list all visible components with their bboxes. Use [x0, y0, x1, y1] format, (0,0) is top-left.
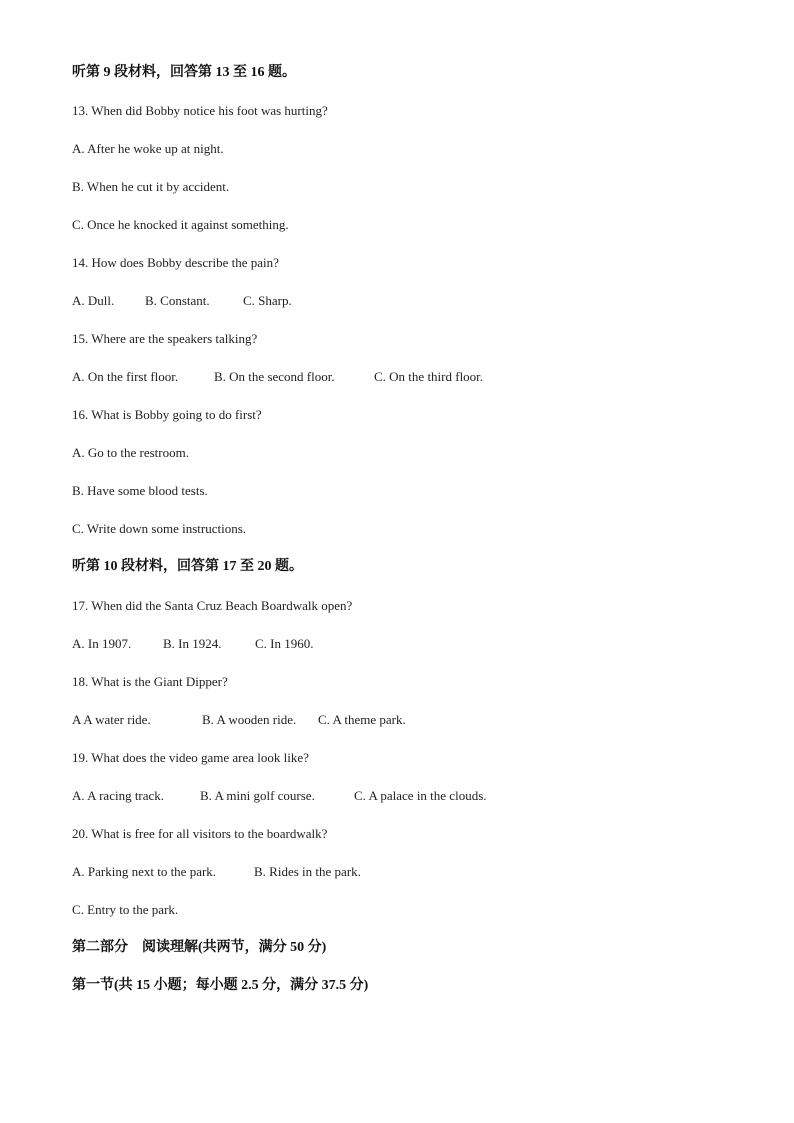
question-18: 18. What is the Giant Dipper?	[72, 674, 228, 689]
option-20c: C. Entry to the park.	[72, 902, 179, 917]
options-row-20	[72, 864, 361, 880]
option-17b: B. In 1924.	[163, 636, 222, 651]
option-17c: C. In 1960.	[255, 636, 314, 651]
option-19b: B. A mini golf course.	[200, 788, 315, 803]
option-20b: B. Rides in the park.	[254, 864, 361, 879]
option-14a: A. Dull.	[72, 293, 115, 308]
option-18b: B. A wooden ride.	[202, 712, 297, 727]
option-15a: A. On the first floor.	[72, 369, 179, 384]
section-heading-9: 听第 9 段材料，回答第 13 至 16 题。	[72, 65, 296, 80]
question-15: 15. Where are the speakers talking?	[72, 331, 258, 346]
option-16b: B. Have some blood tests.	[72, 483, 208, 498]
option-17a: A. In 1907.	[72, 636, 132, 651]
question-17: 17. When did the Santa Cruz Beach Boardwalk open?	[72, 598, 353, 613]
part-two-section-one-heading: 第一节(共 15 小题；每小题 2.5 分，满分 37.5 分)	[72, 978, 369, 993]
option-19a: A. A racing track.	[72, 788, 165, 803]
option-14b: B. Constant.	[145, 293, 210, 308]
option-18c: C. A theme park.	[318, 712, 406, 727]
options-row-18	[72, 712, 406, 728]
question-19: 19. What does the video game area look like?	[72, 750, 309, 765]
option-14c: C. Sharp.	[243, 293, 292, 308]
option-13b: B. When he cut it by accident.	[72, 179, 230, 194]
option-15c: C. On the third floor.	[374, 369, 484, 384]
options-row-15	[72, 369, 483, 385]
option-20a: A. Parking next to the park.	[72, 864, 217, 879]
options-row-14	[72, 293, 292, 309]
option-16c: C. Write down some instructions.	[72, 521, 247, 536]
option-13a: A. After he woke up at night.	[72, 141, 224, 156]
option-15b: B. On the second floor.	[214, 369, 335, 384]
option-19c: C. A palace in the clouds.	[354, 788, 487, 803]
option-18a: A A water ride.	[72, 712, 151, 727]
section-heading-10: 听第 10 段材料，回答第 17 至 20 题。	[72, 559, 303, 574]
question-16: 16. What is Bobby going to do first?	[72, 407, 262, 422]
option-16a: A. Go to the restroom.	[72, 445, 189, 460]
option-13c: C. Once he knocked it against something.	[72, 217, 289, 232]
options-row-17	[72, 636, 314, 652]
part-two-heading: 第二部分 阅读理解(共两节，满分 50 分)	[72, 940, 327, 955]
question-14: 14. How does Bobby describe the pain?	[72, 255, 279, 270]
options-row-19	[72, 788, 487, 804]
question-13: 13. When did Bobby notice his foot was hurting?	[72, 103, 328, 118]
question-20: 20. What is free for all visitors to the boardwalk?	[72, 826, 328, 841]
